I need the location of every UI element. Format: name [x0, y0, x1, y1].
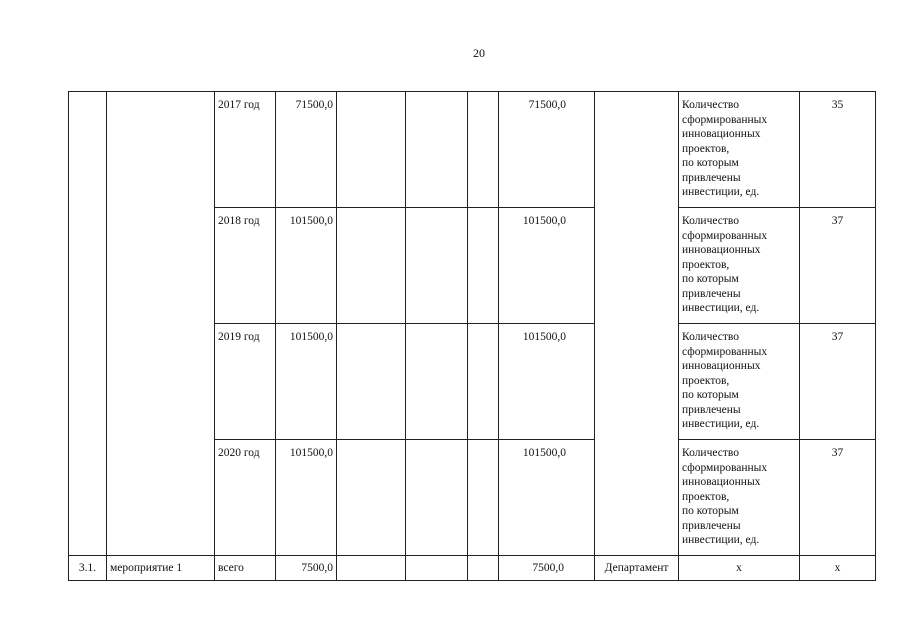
indicator-line: проектов, — [682, 490, 730, 503]
indicator-line: привлечены — [682, 519, 741, 532]
indicator-line: инновационных — [682, 360, 761, 372]
table-row — [69, 556, 876, 581]
total-cell: 7500,0 — [276, 556, 337, 581]
name-cell: мероприятие 1 — [107, 556, 215, 581]
empty-cell — [406, 556, 468, 581]
indicator-line: Количество — [682, 331, 739, 343]
indicator-line: сформированных — [682, 229, 768, 242]
empty-cell — [337, 92, 406, 208]
indicator-line: по которым — [682, 505, 739, 517]
total-cell: 101500,0 — [276, 324, 337, 440]
indicator-line: привлечены — [682, 287, 741, 300]
empty-cell — [406, 92, 468, 208]
indicator-line: сформированных — [682, 113, 768, 126]
indicator-line: привлечены — [682, 171, 741, 184]
empty-cell — [406, 208, 468, 324]
indicator-line: проектов, — [682, 374, 730, 387]
indicator-line: инвестиции, ед. — [682, 418, 760, 430]
empty-cell — [337, 440, 406, 556]
indicator-cell — [679, 208, 800, 324]
period-cell: 2020 год — [215, 440, 276, 556]
indicator-line: по которым — [682, 389, 739, 401]
indicator-cell: х — [679, 556, 800, 581]
period-cell: всего — [215, 556, 276, 581]
empty-cell — [406, 324, 468, 440]
indicator-line: Количество — [682, 99, 739, 111]
empty-cell — [468, 440, 499, 556]
page-number: 20 — [473, 46, 485, 60]
funding-cell: 71500,0 — [499, 92, 595, 208]
executor-cell — [595, 92, 679, 556]
period-cell: 2017 год — [215, 92, 276, 208]
indicator-value-cell: 37 — [800, 324, 876, 440]
indicator-cell — [679, 440, 800, 556]
indicator-cell — [679, 324, 800, 440]
funding-cell: 101500,0 — [499, 440, 595, 556]
indicator-line: сформированных — [682, 461, 768, 474]
empty-cell — [406, 440, 468, 556]
name-cell — [107, 92, 215, 556]
empty-cell — [468, 556, 499, 581]
executor-cell: Департамент — [595, 556, 679, 581]
indicator-line: Количество — [682, 447, 739, 459]
indicator-line: инвестиции, ед. — [682, 534, 760, 546]
total-cell: 71500,0 — [276, 92, 337, 208]
table-row — [69, 92, 876, 208]
indicator-cell — [679, 92, 800, 208]
indicator-line: инновационных — [682, 128, 761, 140]
indicator-line: проектов, — [682, 258, 730, 271]
total-cell: 101500,0 — [276, 440, 337, 556]
indicator-value-cell: 37 — [800, 208, 876, 324]
program-table — [68, 91, 876, 581]
indicator-line: инвестиции, ед. — [682, 302, 760, 314]
funding-cell: 101500,0 — [499, 324, 595, 440]
empty-cell — [468, 92, 499, 208]
indicator-line: инновационных — [682, 244, 761, 256]
empty-cell — [468, 208, 499, 324]
indicator-line: инновационных — [682, 476, 761, 488]
indicator-line: по которым — [682, 273, 739, 285]
number-cell — [69, 92, 107, 556]
funding-cell: 7500,0 — [499, 556, 595, 581]
indicator-line: по которым — [682, 157, 739, 169]
empty-cell — [468, 324, 499, 440]
period-cell: 2019 год — [215, 324, 276, 440]
total-cell: 101500,0 — [276, 208, 337, 324]
funding-cell: 101500,0 — [499, 208, 595, 324]
indicator-line: инвестиции, ед. — [682, 186, 760, 198]
indicator-line: привлечены — [682, 403, 741, 416]
period-cell: 2018 год — [215, 208, 276, 324]
number-cell: 3.1. — [69, 556, 107, 581]
indicator-line: проектов, — [682, 142, 730, 155]
indicator-value-cell: 37 — [800, 440, 876, 556]
empty-cell — [337, 556, 406, 581]
indicator-line: Количество — [682, 215, 739, 227]
indicator-value-cell: х — [800, 556, 876, 581]
empty-cell — [337, 208, 406, 324]
indicator-line: сформированных — [682, 345, 768, 358]
indicator-value-cell: 35 — [800, 92, 876, 208]
empty-cell — [337, 324, 406, 440]
